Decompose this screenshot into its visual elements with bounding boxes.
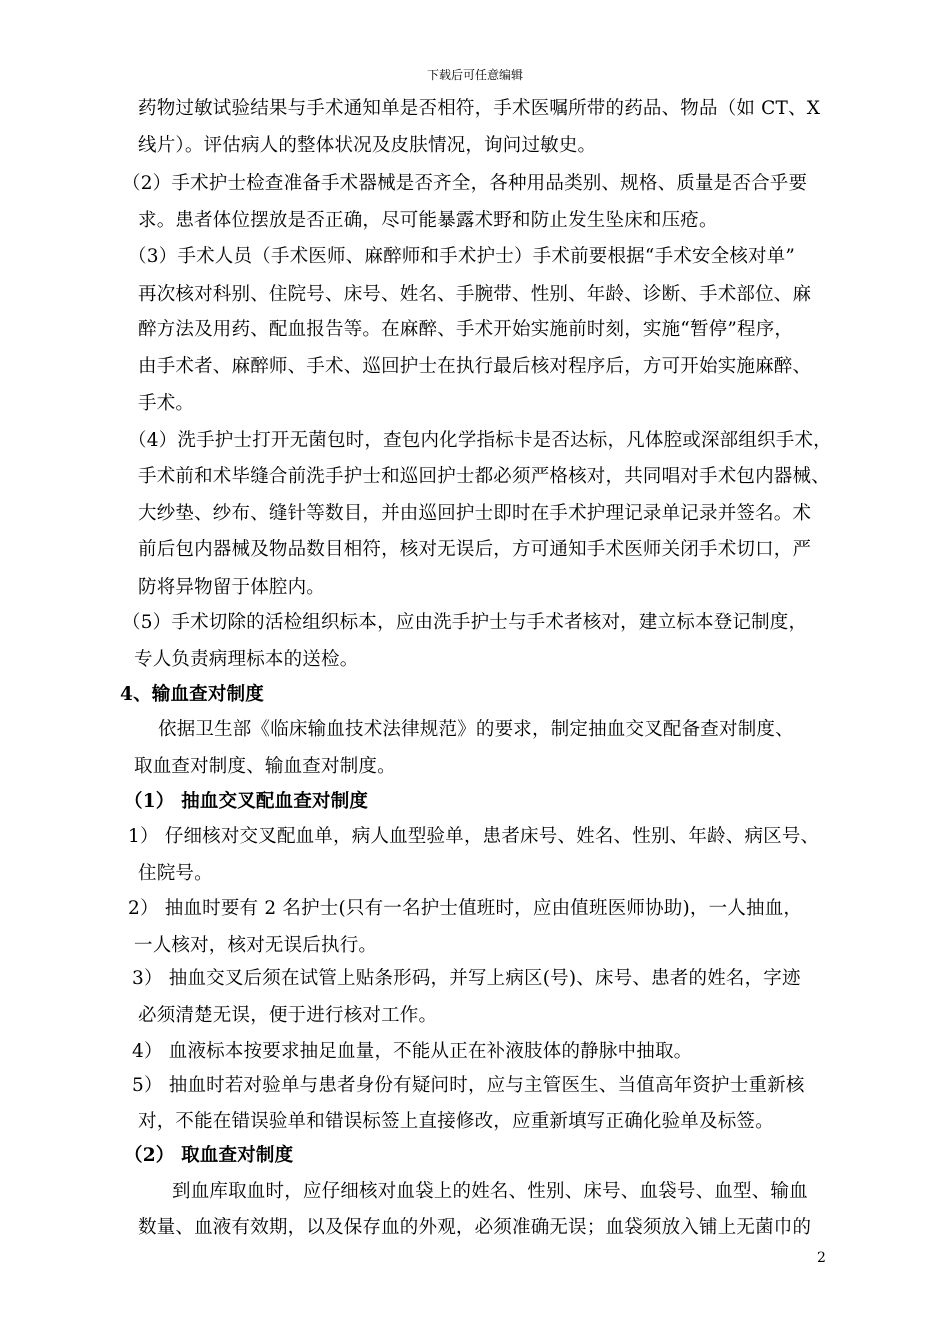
paragraph-line: 数量、血液有效期，以及保存血的外观，必须准确无误；血袋须放入铺上无菌巾的 [138,1217,812,1238]
subsection-heading: （1） 抽血交叉配血查对制度 [124,791,369,812]
paragraph-line: 求。患者体位摆放是否正确，尽可能暴露术野和防止发生坠床和压疮。 [138,210,718,231]
paragraph-line: （3）手术人员（手术医师、麻醉师和手术护士）手术前要根据“手术安全核对单” [128,246,796,267]
paragraph-line: 防将异物留于体腔内。 [138,577,326,598]
paragraph-line: 依据卫生部《临床输血技术法律规范》的要求，制定抽血交叉配备查对制度、 [158,719,794,740]
section-heading: 4、输血查对制度 [120,684,264,705]
page-header: 下载后可任意编辑 [426,68,523,82]
paragraph-line: 到血库取血时，应仔细核对血袋上的姓名、性别、床号、血袋号、血型、输血 [172,1181,808,1202]
paragraph-line: （5）手术切除的活检组织标本，应由洗手护士与手术者核对，建立标本登记制度， [122,612,808,633]
paragraph-line: （2）手术护士检查准备手术器械是否齐全，各种用品类别、规格、质量是否合乎要 [122,173,808,194]
paragraph-line: 专人负责病理标本的送检。 [134,649,359,670]
paragraph-line: 醉方法及用药、配血报告等。在麻醉、手术开始实施前时刻，实施“暂停”程序， [138,319,794,340]
list-item: 3） 抽血交叉后须在试管上贴条形码，并写上病区(号)、床号、患者的姓名，字迹 [132,968,801,989]
paragraph-line: 再次核对科别、住院号、床号、姓名、手腕带、性别、年龄、诊断、手术部位、麻 [138,284,812,305]
paragraph-line: 大纱垫、纱布、缝针等数目，并由巡回护士即时在手术护理记录单记录并签名。术 [138,503,812,524]
paragraph-line: （4）洗手护士打开无菌包时，查包内化学指标卡是否达标，凡体腔或深部组织手术， [128,430,832,451]
paragraph-line: 由手术者、麻醉师、手术、巡回护士在执行最后核对程序后，方可开始实施麻醉、 [138,356,812,377]
list-item: 5） 抽血时若对验单与患者身份有疑问时，应与主管医生、当值高年资护士重新核 [132,1075,805,1096]
page-number: 2 [817,1250,826,1266]
paragraph-line: 手术前和术毕缝合前洗手护士和巡回护士都必须严格核对，共同唱对手术包内器械、 [138,466,830,487]
list-item: 2） 抽血时要有 2 名护士(只有一名护士值班时，应由值班医师协助)，一人抽血， [128,898,803,919]
paragraph-line: 线片）。评估病人的整体状况及皮肤情况，询问过敏史。 [138,135,597,156]
list-item: 4） 血液标本按要求抽足血量，不能从正在补液肢体的静脉中抽取。 [132,1041,693,1062]
paragraph-line: 手术。 [138,393,195,414]
paragraph-line: 前后包内器械及物品数目相符，核对无误后，方可通知手术医师关闭手术切口，严 [138,539,812,560]
paragraph-line: 取血查对制度、输血查对制度。 [134,756,396,777]
paragraph-line: 必须清楚无误，便于进行核对工作。 [138,1005,438,1026]
paragraph-line: 对，不能在错误验单和错误标签上直接修改，应重新填写正确化验单及标签。 [138,1111,774,1132]
subsection-heading: （2） 取血查对制度 [124,1145,294,1166]
paragraph-line: 一人核对，核对无误后执行。 [134,935,378,956]
list-item: 1） 仔细核对交叉配血单，病人血型验单，患者床号、姓名、性别、年龄、病区号、 [128,826,820,847]
paragraph-line: 药物过敏试验结果与手术通知单是否相符，手术医嘱所带的药品、物品（如 CT、X [138,98,821,119]
paragraph-line: 住院号。 [138,863,213,884]
